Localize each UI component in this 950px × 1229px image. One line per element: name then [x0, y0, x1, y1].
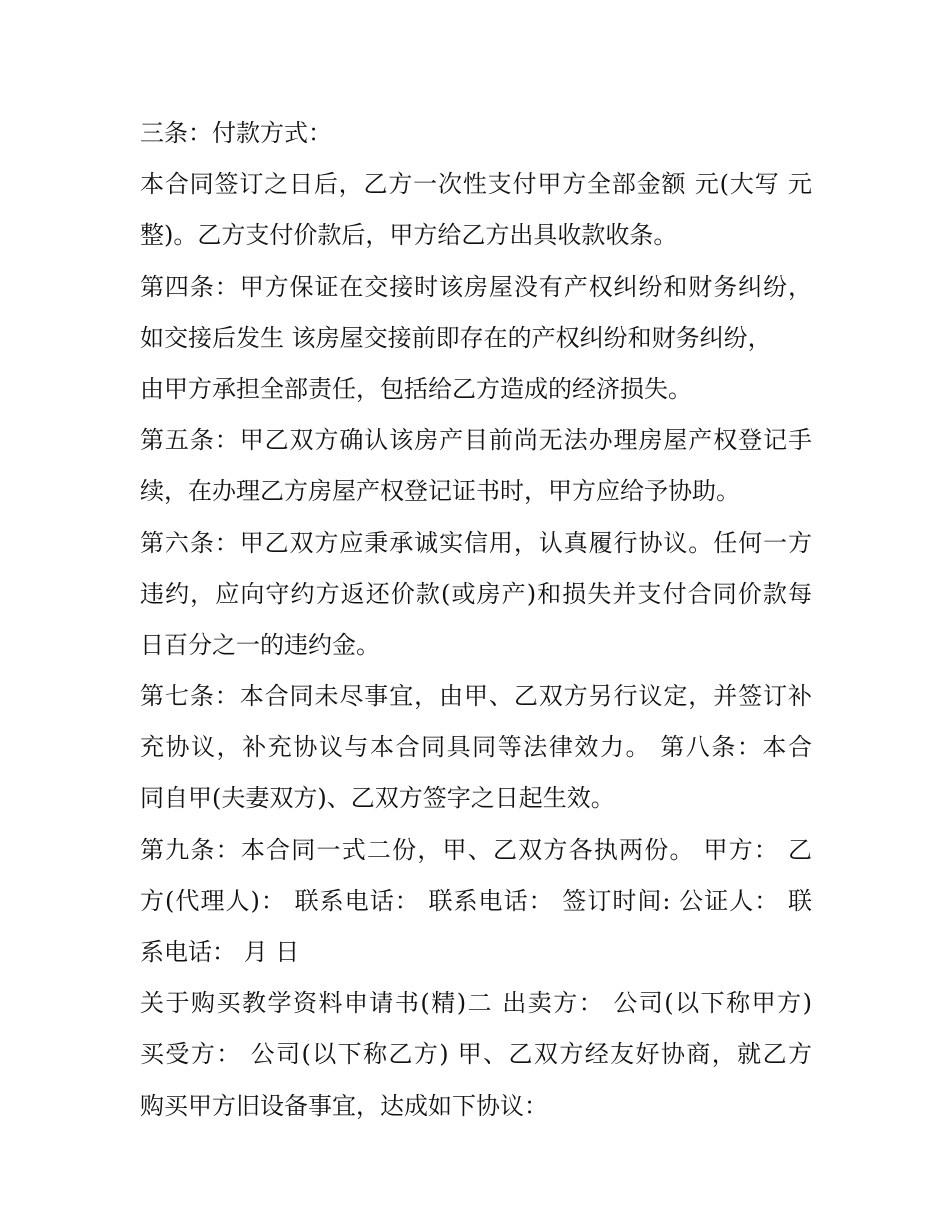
document-line: 第五条：甲乙双方确认该房产目前尚无法办理房屋产权登记手: [140, 426, 812, 455]
document-line: 违约，应向守约方返还价款(或房产)和损失并支付合同价款每: [140, 579, 812, 608]
document-line: 买受方： 公司(以下称乙方) 甲、乙双方经友好协商，就乙方: [140, 1040, 812, 1069]
document-line: 第七条：本合同未尽事宜，由甲、乙双方另行议定，并签订补: [140, 682, 812, 711]
document-line: 关于购买教学资料申请书(精)二 出卖方： 公司(以下称甲方): [140, 989, 812, 1018]
document-line: 购买甲方旧设备事宜，达成如下协议：: [140, 1091, 548, 1120]
document-line: 充协议，补充协议与本合同具同等法律效力。 第八条：本合: [140, 733, 812, 762]
document-line: 续，在办理乙方房屋产权登记证书时，甲方应给予协助。: [140, 477, 740, 506]
document-line: 如交接后发生 该房屋交接前即存在的产权纠纷和财务纠纷，: [140, 323, 772, 352]
document-line: 方(代理人)： 联系电话： 联系电话： 签订时间: 公证人： 联: [140, 886, 812, 915]
document-line: 由甲方承担全部责任，包括给乙方造成的经济损失。: [140, 374, 692, 403]
document-line: 第九条：本合同一式二份，甲、乙双方各执两份。 甲方： 乙: [140, 835, 812, 864]
document-line: 第四条：甲方保证在交接时该房屋没有产权纠纷和财务纠纷，: [140, 272, 812, 301]
document-line: 整)。乙方支付价款后，甲方给乙方出具收款收条。: [140, 221, 678, 250]
document-body: [140, 108, 812, 1132]
document-line: 系电话： 月 日: [140, 938, 300, 966]
document-line: 三条：付款方式：: [140, 119, 332, 147]
document-line: 日百分之一的违约金。: [140, 630, 380, 659]
document-line: 本合同签订之日后，乙方一次性支付甲方全部金额 元(大写 元: [140, 170, 812, 199]
document-line: 第六条：甲乙双方应秉承诚实信用，认真履行协议。任何一方: [140, 528, 812, 557]
document-line: 同自甲(夫妻双方)、乙双方签字之日起生效。: [140, 784, 615, 813]
